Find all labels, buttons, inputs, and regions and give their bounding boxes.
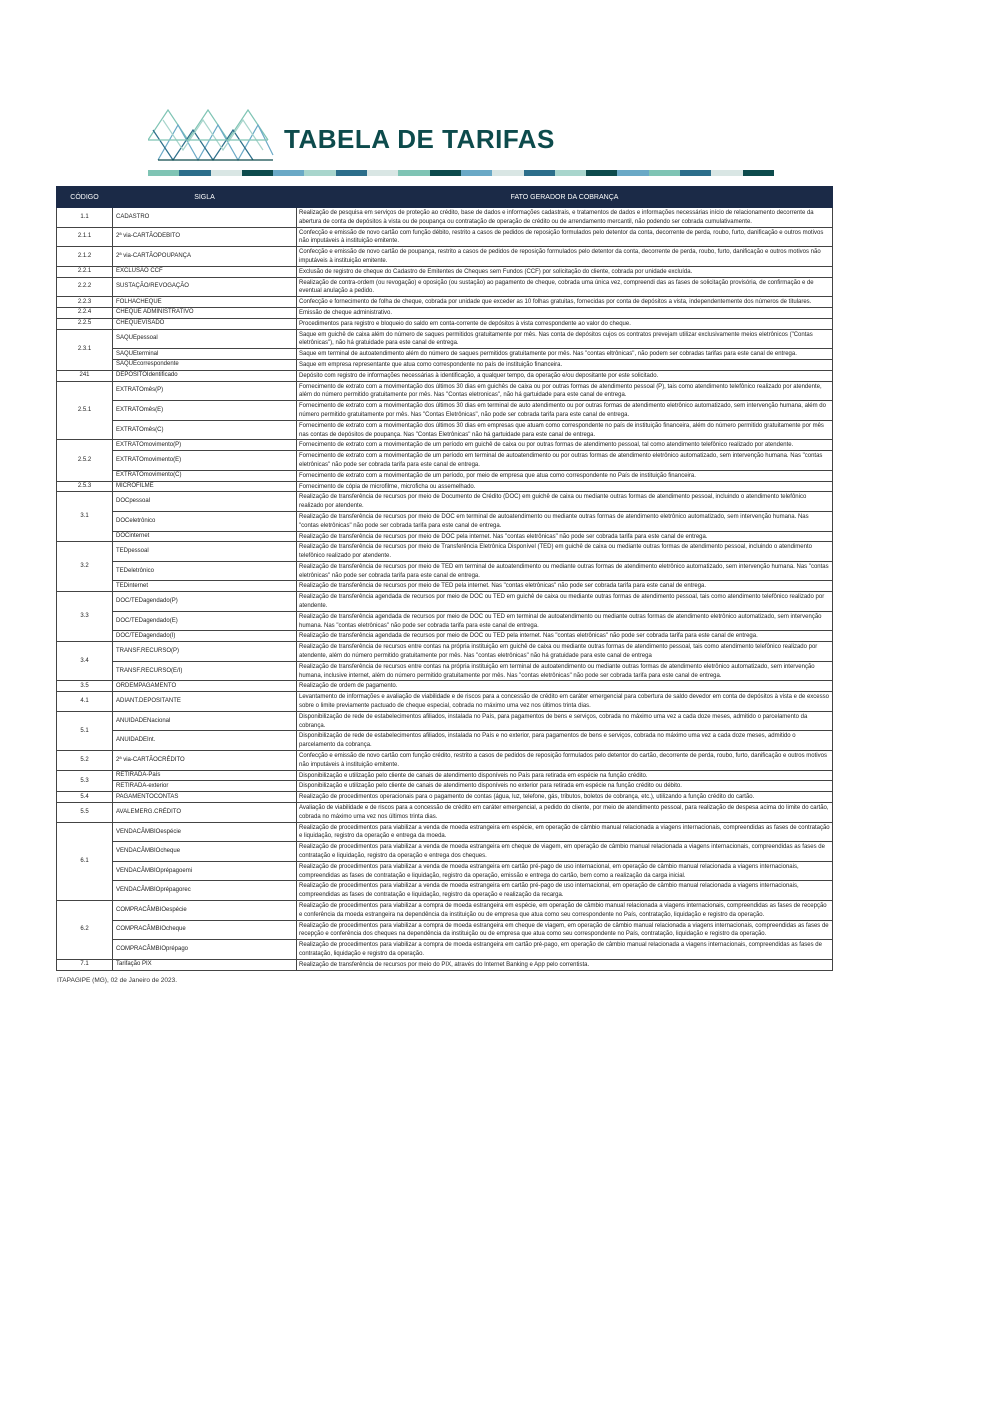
row-sigla: TEDeletrônico	[113, 561, 297, 581]
row-description: Realização de transferência de recursos por meio de Transferência Eletrônica Disponível (TED) em guichê de caixa ou mediante outras formas de atendimento pessoal, incluindo o atendimento telefônico realizado por atendente.	[297, 542, 833, 562]
table-row	[57, 277, 833, 297]
stripe-segment	[242, 170, 273, 176]
row-description: Realização de pesquisa em serviços de proteção ao crédito, base de dados e informações cadastrais, e tratamentos de dados e informações necessárias início de relacionamento decorrente da abertura de conta de depósitos à vista ou de poupança ou contratação de operação de crédito ou de arrendamento mercantil, não podendo ser cobrada cumulativamente.	[297, 208, 833, 228]
table-row	[57, 511, 833, 531]
row-description: Disponibilização e utilização pelo cliente de canais de atendimento disponíveis no País para retirada em espécie na função crédito.	[297, 770, 833, 781]
row-description: Realização de contra-ordem (ou revogação) e oposição (ou sustação) ao pagamento de cheque, cobrada uma única vez, compreendi das as fases de solicitação provisória, de confirmação e de eventual anulação a pedido.	[297, 277, 833, 297]
stripe-segment	[304, 170, 335, 176]
table-header-row	[57, 187, 833, 208]
row-description: Fornecimento de extrato com a movimentação dos últimos 30 dias em empresas que atuam como correspondente no país de instituição financeira, além do número permitido gratuitamente por mês nas contas de depósitos de poupança. Nas "Contas Eletrônicas" não há gartuidade para este canal de entrega.	[297, 420, 833, 440]
stripe-segment	[711, 170, 742, 176]
table-row	[57, 803, 833, 823]
row-code: 2.5.3	[57, 481, 113, 492]
row-sigla: VENDACÂMBIOprépagorec	[113, 881, 297, 901]
row-description: Saque em guichê de caixa além do número de saques permitidos gratuitamente por mês. Nas conta de depósitos cujos os contratos prevejam utilizar exclusivamente meios eletrônicos ("Contas eletrônicas"), não há gratuidade para este canal de entrega.	[297, 329, 833, 349]
row-description: Confecção e emissão de novo cartão de poupança, restrito a casos de pedidos de reposição formulados pelo detentor da conta, decorrente de perda, roubo, furto, danificação e outros motivos não imputáveis à instituição emitente.	[297, 247, 833, 267]
row-sigla: DOC/TEDagendado(P)	[113, 592, 297, 612]
stripe-segment	[398, 170, 429, 176]
table-row	[57, 842, 833, 862]
row-sigla: ANUIDADENacional	[113, 711, 297, 731]
row-code: 2.1.2	[57, 247, 113, 267]
row-description: Saque em empresa representante que atua como correspondente no país de instituição financeira.	[297, 359, 833, 370]
table-row	[57, 781, 833, 792]
table-row	[57, 318, 833, 329]
table-row	[57, 481, 833, 492]
row-description: Realização de procedimentos para viabilizar a compra de moeda estrangeira em cheque de viagem, em operação de câmbio manual relacionada a viagens internacionais, compreendidas as fases de recepção e conferência dos cheques na dependência da instituição ou de empresa que atua como seu correspondente no País, contratação, liquidação e registro da operação.	[297, 920, 833, 940]
row-code: 2.2.4	[57, 307, 113, 318]
row-sigla: COMPRACÂMBIOcheque	[113, 920, 297, 940]
row-code: 2.3.1	[57, 329, 113, 370]
row-code: 2.5.2	[57, 440, 113, 481]
row-description: Realização de procedimentos para viabilizar a compra de moeda estrangeira em cartão pré-pago, em operação de câmbio manual relacionada a viagens internacionais, compreendidas as fases de contratação, liquidação e registro da operação.	[297, 940, 833, 960]
row-sigla: TRANSF.RECURSO(E/I)	[113, 661, 297, 681]
row-sigla: MICROFILME	[113, 481, 297, 492]
table-row	[57, 349, 833, 360]
row-code: 3.1	[57, 492, 113, 542]
row-sigla: CHEQUE ADMINISTRATIVO	[113, 307, 297, 318]
row-sigla: CADASTRO	[113, 208, 297, 228]
row-sigla: 2ª via-CARTÃOPOUPANÇA	[113, 247, 297, 267]
table-row	[57, 227, 833, 247]
row-description: Realização de transferência agendada de recursos por meio de DOC ou TED em terminal de autoatendimento ou mediante outras formas de atendimento eletrônico automatizado, sem intervenção humana. Nas "contas eletrônicas" não pode ser cobrada tarifa para este canal de entrega.	[297, 611, 833, 631]
table-row	[57, 470, 833, 481]
row-code: 2.2.5	[57, 318, 113, 329]
row-sigla: FOLHACHEQUE	[113, 297, 297, 308]
row-description: Disponibilização de rede de estabelecimentos afiliados, instalada no País e no exterior, para pagamentos de bens e serviços, cobrada no máximo uma vez a cada doze meses, admitido o parcelamento da cobrança.	[297, 731, 833, 751]
row-description: Realização de transferência de recursos por meio de TED em terminal de autoatendimento ou mediante outras formas de atendimento eletrônico automatizado, sem intervenção humana. Nas "contas eletrônicas" não pode ser cobrada tarifa para este canal de entrega.	[297, 561, 833, 581]
row-sigla: EXTRATOmovimento(E)	[113, 451, 297, 471]
stripe-segment	[179, 170, 210, 176]
row-description: Exclusão de registro de cheque do Cadastro de Emitentes de Cheques sem Fundos (CCF) por solicitação do cliente, cobrada por unidade excluída.	[297, 266, 833, 277]
table-row	[57, 370, 833, 381]
table-row	[57, 861, 833, 881]
row-description: Realização de procedimentos para viabilizar a venda de moeda estrangeira em cartão pré-pago de uso internacional, em operação de câmbio manual relacionada a viagens internacionais, compreendidas as fases de contratação e liquidação, registro da operação e realização da recarga.	[297, 881, 833, 901]
row-code: 3.2	[57, 542, 113, 592]
row-code: 2.2.1	[57, 266, 113, 277]
stripe-segment	[617, 170, 648, 176]
row-sigla: DOC/TEDagendado(E)	[113, 611, 297, 631]
row-sigla: RETIRADA-País	[113, 770, 297, 781]
row-description: Fornecimento de cópia de microfilme, microficha ou assemelhado.	[297, 481, 833, 492]
row-code: 5.1	[57, 711, 113, 750]
row-code: 3.4	[57, 642, 113, 681]
row-code: 7.1	[57, 959, 113, 970]
tariff-table	[56, 186, 833, 971]
row-code: 3.3	[57, 592, 113, 642]
row-sigla: 2ª via-CARTÃODEBITO	[113, 227, 297, 247]
row-code: 2.5.1	[57, 381, 113, 440]
row-sigla: ORDEMPAGAMENTO	[113, 681, 297, 692]
row-code: 1.1	[57, 208, 113, 228]
stripe-segment	[211, 170, 242, 176]
table-row	[57, 401, 833, 421]
document-header	[148, 100, 774, 180]
row-code: 6.1	[57, 822, 113, 900]
stripe-segment	[461, 170, 492, 176]
row-description: Fornecimento de extrato com a movimentação dos últimos 30 dias em terminal de auto atendimento ou por outras formas de atendimento eletrônico automatizado, sem intervenção humana, além do número permitido gratuitamente por mês. Nas "Contas Eletrônicas", não pode ser cobrada tarifa para este canal de entrega.	[297, 401, 833, 421]
row-description: Realização de transferência de recursos entre contas na própria instituição em guichê de caixa ou mediante outras formas de atendimento pessoal, tais como atendimento telefônico realizado por atendente, além do número permitido gratuitamente por mês. Nas "contas eletrônicas" não há gratuidade para este canal de entrega	[297, 642, 833, 662]
row-sigla: EXTRATOmês(E)	[113, 401, 297, 421]
stripe-segment	[367, 170, 398, 176]
row-code: 4.1	[57, 692, 113, 712]
row-description: Realização de transferência de recursos por meio de Documento de Crédito (DOC) em guichê de caixa ou mediante outras formas de atendimento pessoal, incluindo o atendimento telefônico realizado por atendente.	[297, 492, 833, 512]
color-stripe	[148, 170, 774, 176]
row-sigla: SAQUEcorrespondente	[113, 359, 297, 370]
row-sigla: VENDACÂMBIOespécie	[113, 822, 297, 842]
header-code: CÓDIGO	[57, 187, 113, 208]
row-description: Disponibilização de rede de estabelecimentos afiliados, instalada no País, para pagamentos de bens e serviços, cobrada no máximo uma vez a cada doze meses, admitido o parcelamento da cobrança.	[297, 711, 833, 731]
table-row	[57, 208, 833, 228]
row-description: Realização de procedimentos para viabilizar a venda de moeda estrangeira em cartão pré-pago de uso internacional, em operação de câmbio manual relacionada a viagens internacionais, compreendidas as fases de contratação e liquidação, registro da operação, emissão e entrega do cartão, bem como a realização da carga inicial.	[297, 861, 833, 881]
table-row	[57, 531, 833, 542]
table-row	[57, 661, 833, 681]
row-code: 6.2	[57, 900, 113, 959]
logo-icon	[148, 100, 278, 172]
table-row	[57, 381, 833, 401]
table-row	[57, 329, 833, 349]
row-sigla: AVALEMERG.CRÉDITO	[113, 803, 297, 823]
table-row	[57, 561, 833, 581]
row-description: Confecção e emissão de novo cartão com função crédito, restrito a casos de pedidos de reposição formulados pelo detentor do cartão, decorrente de perda, roubo, furto, danificação e outros motivos não imputáveis à instituição emitente.	[297, 751, 833, 771]
row-description: Confecção e emissão de novo cartão com função débito, restrito a casos de pedidos de reposição formulados pelo detentor da conta, decorrente de perda, roubo, furto, danificação e outros motivos não imputáveis à instituição emitente.	[297, 227, 833, 247]
table-row	[57, 940, 833, 960]
stripe-segment	[148, 170, 179, 176]
stripe-segment	[586, 170, 617, 176]
header-description: FATO GERADOR DA COBRANÇA	[297, 187, 833, 208]
table-row	[57, 881, 833, 901]
table-row	[57, 959, 833, 970]
row-description: Avaliação de viabilidade e de riscos para a concessão de crédito em caráter emergencial, a pedido do cliente, por meio de atendimento pessoal, para realização de despesa acima do limite do cartão, cobrada no máximo uma vez nos últimos trinta dias.	[297, 803, 833, 823]
table-row	[57, 711, 833, 731]
table-row	[57, 770, 833, 781]
table-row	[57, 900, 833, 920]
row-code: 5.2	[57, 751, 113, 771]
row-sigla: VENDACÂMBIOcheque	[113, 842, 297, 862]
row-sigla: DEPÓSITOIdentificado	[113, 370, 297, 381]
row-sigla: DOC/TEDagendado(I)	[113, 631, 297, 642]
row-description: Realização de procedimentos para viabilizar a venda de moeda estrangeira em espécie, em operação de câmbio manual relacionada a viagens internacionais, compreendidas as fases de contratação e liquidação, registro da operação e entrega da moeda.	[297, 822, 833, 842]
table-row	[57, 420, 833, 440]
stripe-segment	[492, 170, 523, 176]
row-sigla: RETIRADA-exterior	[113, 781, 297, 792]
row-description: Fornecimento de extrato com a movimentação de um período em guichê de caixa ou por outras formas de atendimento pessoal, tal como atendimento telefônico realizado por atendente.	[297, 440, 833, 451]
stripe-segment	[430, 170, 461, 176]
row-sigla: EXCLUSÃO CCF	[113, 266, 297, 277]
table-row	[57, 247, 833, 267]
table-row	[57, 440, 833, 451]
row-sigla: DOCinternet	[113, 531, 297, 542]
stripe-segment	[273, 170, 304, 176]
row-code: 2.1.1	[57, 227, 113, 247]
row-sigla: ADIANT.DEPOSITANTE	[113, 692, 297, 712]
stripe-segment	[555, 170, 586, 176]
row-sigla: EXTRATOmês(C)	[113, 420, 297, 440]
footer-date: ITAPAGIPE (MG), 02 de Janeiro de 2023.	[57, 977, 178, 984]
table-row	[57, 542, 833, 562]
stripe-segment	[524, 170, 555, 176]
page-title: TABELA DE TARIFAS	[284, 124, 555, 154]
stripe-segment	[743, 170, 774, 176]
row-description: Realização de ordem de pagamento.	[297, 681, 833, 692]
table-row	[57, 266, 833, 277]
row-sigla: SAQUEpessoal	[113, 329, 297, 349]
row-description: Disponibilização e utilização pelo cliente de canais de atendimento disponíveis no exterior para retirada em espécie na função crédito ou débito.	[297, 781, 833, 792]
stripe-segment	[649, 170, 680, 176]
row-code: 5.5	[57, 803, 113, 823]
table-row	[57, 581, 833, 592]
table-row	[57, 359, 833, 370]
row-sigla: COMPRACÂMBIOespécie	[113, 900, 297, 920]
row-sigla: VENDACÂMBIOprépagoemi	[113, 861, 297, 881]
row-description: Realização de transferência de recursos por meio de TED pela internet. Nas "contas eletrônicas" não pode ser cobrada tarifa para este canal de entrega.	[297, 581, 833, 592]
row-description: Levantamento de informações e avaliação de viabilidade e de riscos para a concessão de crédito em caráter emergencial para cobertura de saldo devedor em conta de depósitos à vista e de excesso sobre o limite previamente pactuado de cheque especial, cobrada no máximo uma vez nos últimos trinta dias.	[297, 692, 833, 712]
row-description: Realização de procedimentos para viabilizar a venda de moeda estrangeira em cheque de viagem, em operação de câmbio manual relacionada a viagens internacionais, compreendidas as fases de contratação e liquidação, registro da operação e entrega dos cheques.	[297, 842, 833, 862]
row-description: Realização de transferência de recursos por meio do PIX, através do Internet Banking e App pelo correntista.	[297, 959, 833, 970]
row-sigla: EXTRATOmês(P)	[113, 381, 297, 401]
row-code: 3.5	[57, 681, 113, 692]
table-row	[57, 681, 833, 692]
row-description: Procedimentos para registro e bloqueio do saldo em conta-corrente de depósitos à vista correspondente ao valor do cheque.	[297, 318, 833, 329]
row-sigla: ANUIDADEInt.	[113, 731, 297, 751]
row-code: 5.4	[57, 792, 113, 803]
table-row	[57, 731, 833, 751]
table-row	[57, 920, 833, 940]
row-description: Realização de transferência agendada de recursos por meio de DOC ou TED em guichê de caixa ou mediante outras formas de atendimento pessoal, tais como atendimento telefônico realizado por atendente.	[297, 592, 833, 612]
row-description: Realização de transferência de recursos entre contas na própria instituição em terminal de autoatendimento ou mediante outras formas de atendimento eletrônico automatizado, sem intervenção humana, inclusive internet, além do número permitido gratuitamente por mês. Nas "contas eletrônicas" não pode ser cobrada tarifa para este canal de entrega.	[297, 661, 833, 681]
row-description: Fornecimento de extrato com a movimentação de um período em terminal de autoatendimento ou por outras formas de atendimento eletrônico automatizado, sem intervenção humana. Nas "contas eletrônicas" não pode ser cobrada tarifa para este canal de entrega.	[297, 451, 833, 471]
table-row	[57, 307, 833, 318]
row-description: Realização de transferência de recursos por meio de DOC em terminal de autoatendimento ou mediante outras formas de atendimento eletrônico automatizado, sem intervenção humana. Nas "contas eletrônicas" não pode ser cobrada tarifa para este canal de entrega.	[297, 511, 833, 531]
row-sigla: 2ª via-CARTÃOCRÉDITO	[113, 751, 297, 771]
table-row	[57, 451, 833, 471]
row-description: Realização de procedimentos operacionais para o pagamento de contas (água, luz, telefone, gás, tributos, boletos de cobrança, etc.), utilizando a função crédito do cartão.	[297, 792, 833, 803]
table-row	[57, 297, 833, 308]
table-row	[57, 631, 833, 642]
row-sigla: TEDpessoal	[113, 542, 297, 562]
row-description: Realização de procedimentos para viabilizar a compra de moeda estrangeira em espécie, em operação de câmbio manual relacionada a viagens internacionais, compreendidas as fases de recepção e conferência da moeda estrangeira na dependência da instituição ou de empresa que atua como seu correspondente no País, contratação, liquidação e registro da operação.	[297, 900, 833, 920]
row-code: 2.2.3	[57, 297, 113, 308]
row-code: 241	[57, 370, 113, 381]
row-description: Confecção e fornecimento de folha de cheque, cobrada por unidade que exceder as 10 folhas gratuitas, fornecidas por conta de depósitos a vista, independentemente dos números de titulares.	[297, 297, 833, 308]
row-description: Depósito com registro de informações necessárias à identificação, a qualquer tempo, da operação e/ou depositante por este solicitado.	[297, 370, 833, 381]
row-description: Saque em terminal de autoatendimento além do número de saques permitidos gratuitamente por mês. Nas "contas eltrônicas", não podem ser cobradas tarifas para este canal de entrega.	[297, 349, 833, 360]
table-row	[57, 642, 833, 662]
row-code: 5.3	[57, 770, 113, 792]
row-description: Realização de transferência de recursos por meio de DOC pela internet. Nas "contas eletrônicas" não pode ser cobrada tarifa para este canal de entrega.	[297, 531, 833, 542]
row-sigla: SAQUEterminal	[113, 349, 297, 360]
row-sigla: DOCpessoal	[113, 492, 297, 512]
stripe-segment	[680, 170, 711, 176]
header-sigla: SIGLA	[113, 187, 297, 208]
table-row	[57, 611, 833, 631]
table-row	[57, 792, 833, 803]
row-description: Emissão de cheque administrativo.	[297, 307, 833, 318]
row-sigla: TRANSF.RECURSO(P)	[113, 642, 297, 662]
row-code: 2.2.2	[57, 277, 113, 297]
row-sigla: DOCeletrônico	[113, 511, 297, 531]
table-row	[57, 822, 833, 842]
row-description: Realização de transferência agendada de recursos por meio de DOC ou TED pela internet. Nas "contas eletrônicas" não pode ser cobrada tarifa para este canal de entrega.	[297, 631, 833, 642]
table-row	[57, 592, 833, 612]
table-row	[57, 692, 833, 712]
table-row	[57, 751, 833, 771]
row-sigla: CHEQUEVISADO	[113, 318, 297, 329]
row-sigla: TEDinternet	[113, 581, 297, 592]
row-sigla: Tarifação PIX	[113, 959, 297, 970]
row-sigla: SUSTAÇÃO/REVOGAÇÃO	[113, 277, 297, 297]
row-sigla: EXTRATOmovimento(P)	[113, 440, 297, 451]
row-description: Fornecimento de extrato com a movimentação de um período, por meio de empresa que atua como correspondente no País de instituição financeira.	[297, 470, 833, 481]
row-sigla: PAGAMENTOCONTAS	[113, 792, 297, 803]
table-row	[57, 492, 833, 512]
row-description: Fornecimento de extrato com a movimentação dos últimos 30 dias em guichês de caixa ou por outras formas de atendimento pessoal (P), tais como atendimento telefônico realizado por atendente, além do número permitido gratuitamente por mês. Nas "Contas eletronicas", não há gartuidade para este canal de entrega.	[297, 381, 833, 401]
stripe-segment	[336, 170, 367, 176]
row-sigla: EXTRATOmovimento(C)	[113, 470, 297, 481]
row-sigla: COMPRACÂMBIOprépago	[113, 940, 297, 960]
